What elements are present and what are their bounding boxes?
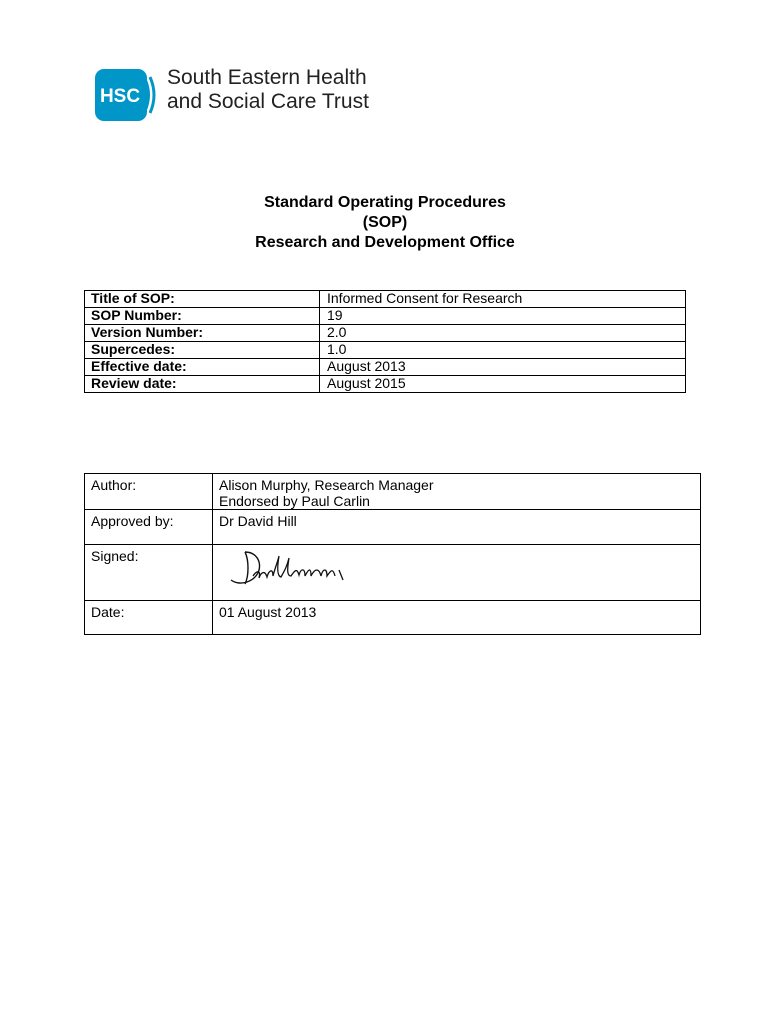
version-number-value: 2.0 <box>320 325 686 342</box>
heading-line3: Research and Development Office <box>255 234 515 251</box>
review-date-value: August 2015 <box>320 376 686 393</box>
sop-number-value: 19 <box>320 308 686 325</box>
effective-date-label: Effective date: <box>85 359 320 376</box>
table-row <box>85 325 686 342</box>
heading-line2: (SOP) <box>362 214 408 231</box>
hsc-badge-icon <box>95 69 159 121</box>
supercedes-label: Supercedes: <box>85 342 320 359</box>
version-number-label: Version Number: <box>85 325 320 342</box>
table-row <box>85 291 686 308</box>
date-value: 01 August 2013 <box>213 601 701 635</box>
trust-name-line2: and Social Care Trust <box>167 90 369 113</box>
sop-title-value: Informed Consent for Research <box>320 291 686 308</box>
authorisation-table <box>84 473 701 635</box>
signature-cell <box>213 545 701 601</box>
trust-name <box>167 66 369 114</box>
table-row <box>85 545 701 601</box>
table-row <box>85 474 701 510</box>
approved-by-value: Dr David Hill <box>213 510 701 545</box>
table-row <box>85 510 701 545</box>
table-row <box>85 601 701 635</box>
hsc-logo <box>95 66 385 126</box>
author-label: Author: <box>85 474 213 510</box>
hsc-badge-text: HSC <box>99 86 141 107</box>
sop-details-table <box>84 290 686 393</box>
handwritten-signature <box>219 546 379 592</box>
table-row <box>85 376 686 393</box>
table-row <box>85 359 686 376</box>
heading-line1: Standard Operating Procedures <box>264 194 506 211</box>
author-value <box>213 474 701 510</box>
trust-name-line1: South Eastern Health <box>167 66 367 89</box>
document-heading <box>0 193 770 253</box>
review-date-label: Review date: <box>85 376 320 393</box>
author-endorsement: Endorsed by Paul Carlin <box>219 493 370 509</box>
date-label: Date: <box>85 601 213 635</box>
table-row <box>85 308 686 325</box>
sop-number-label: SOP Number: <box>85 308 320 325</box>
author-name: Alison Murphy, Research Manager <box>219 477 434 493</box>
table-row <box>85 342 686 359</box>
supercedes-value: 1.0 <box>320 342 686 359</box>
effective-date-value: August 2013 <box>320 359 686 376</box>
sop-title-label: Title of SOP: <box>85 291 320 308</box>
approved-by-label: Approved by: <box>85 510 213 545</box>
signed-label: Signed: <box>85 545 213 601</box>
